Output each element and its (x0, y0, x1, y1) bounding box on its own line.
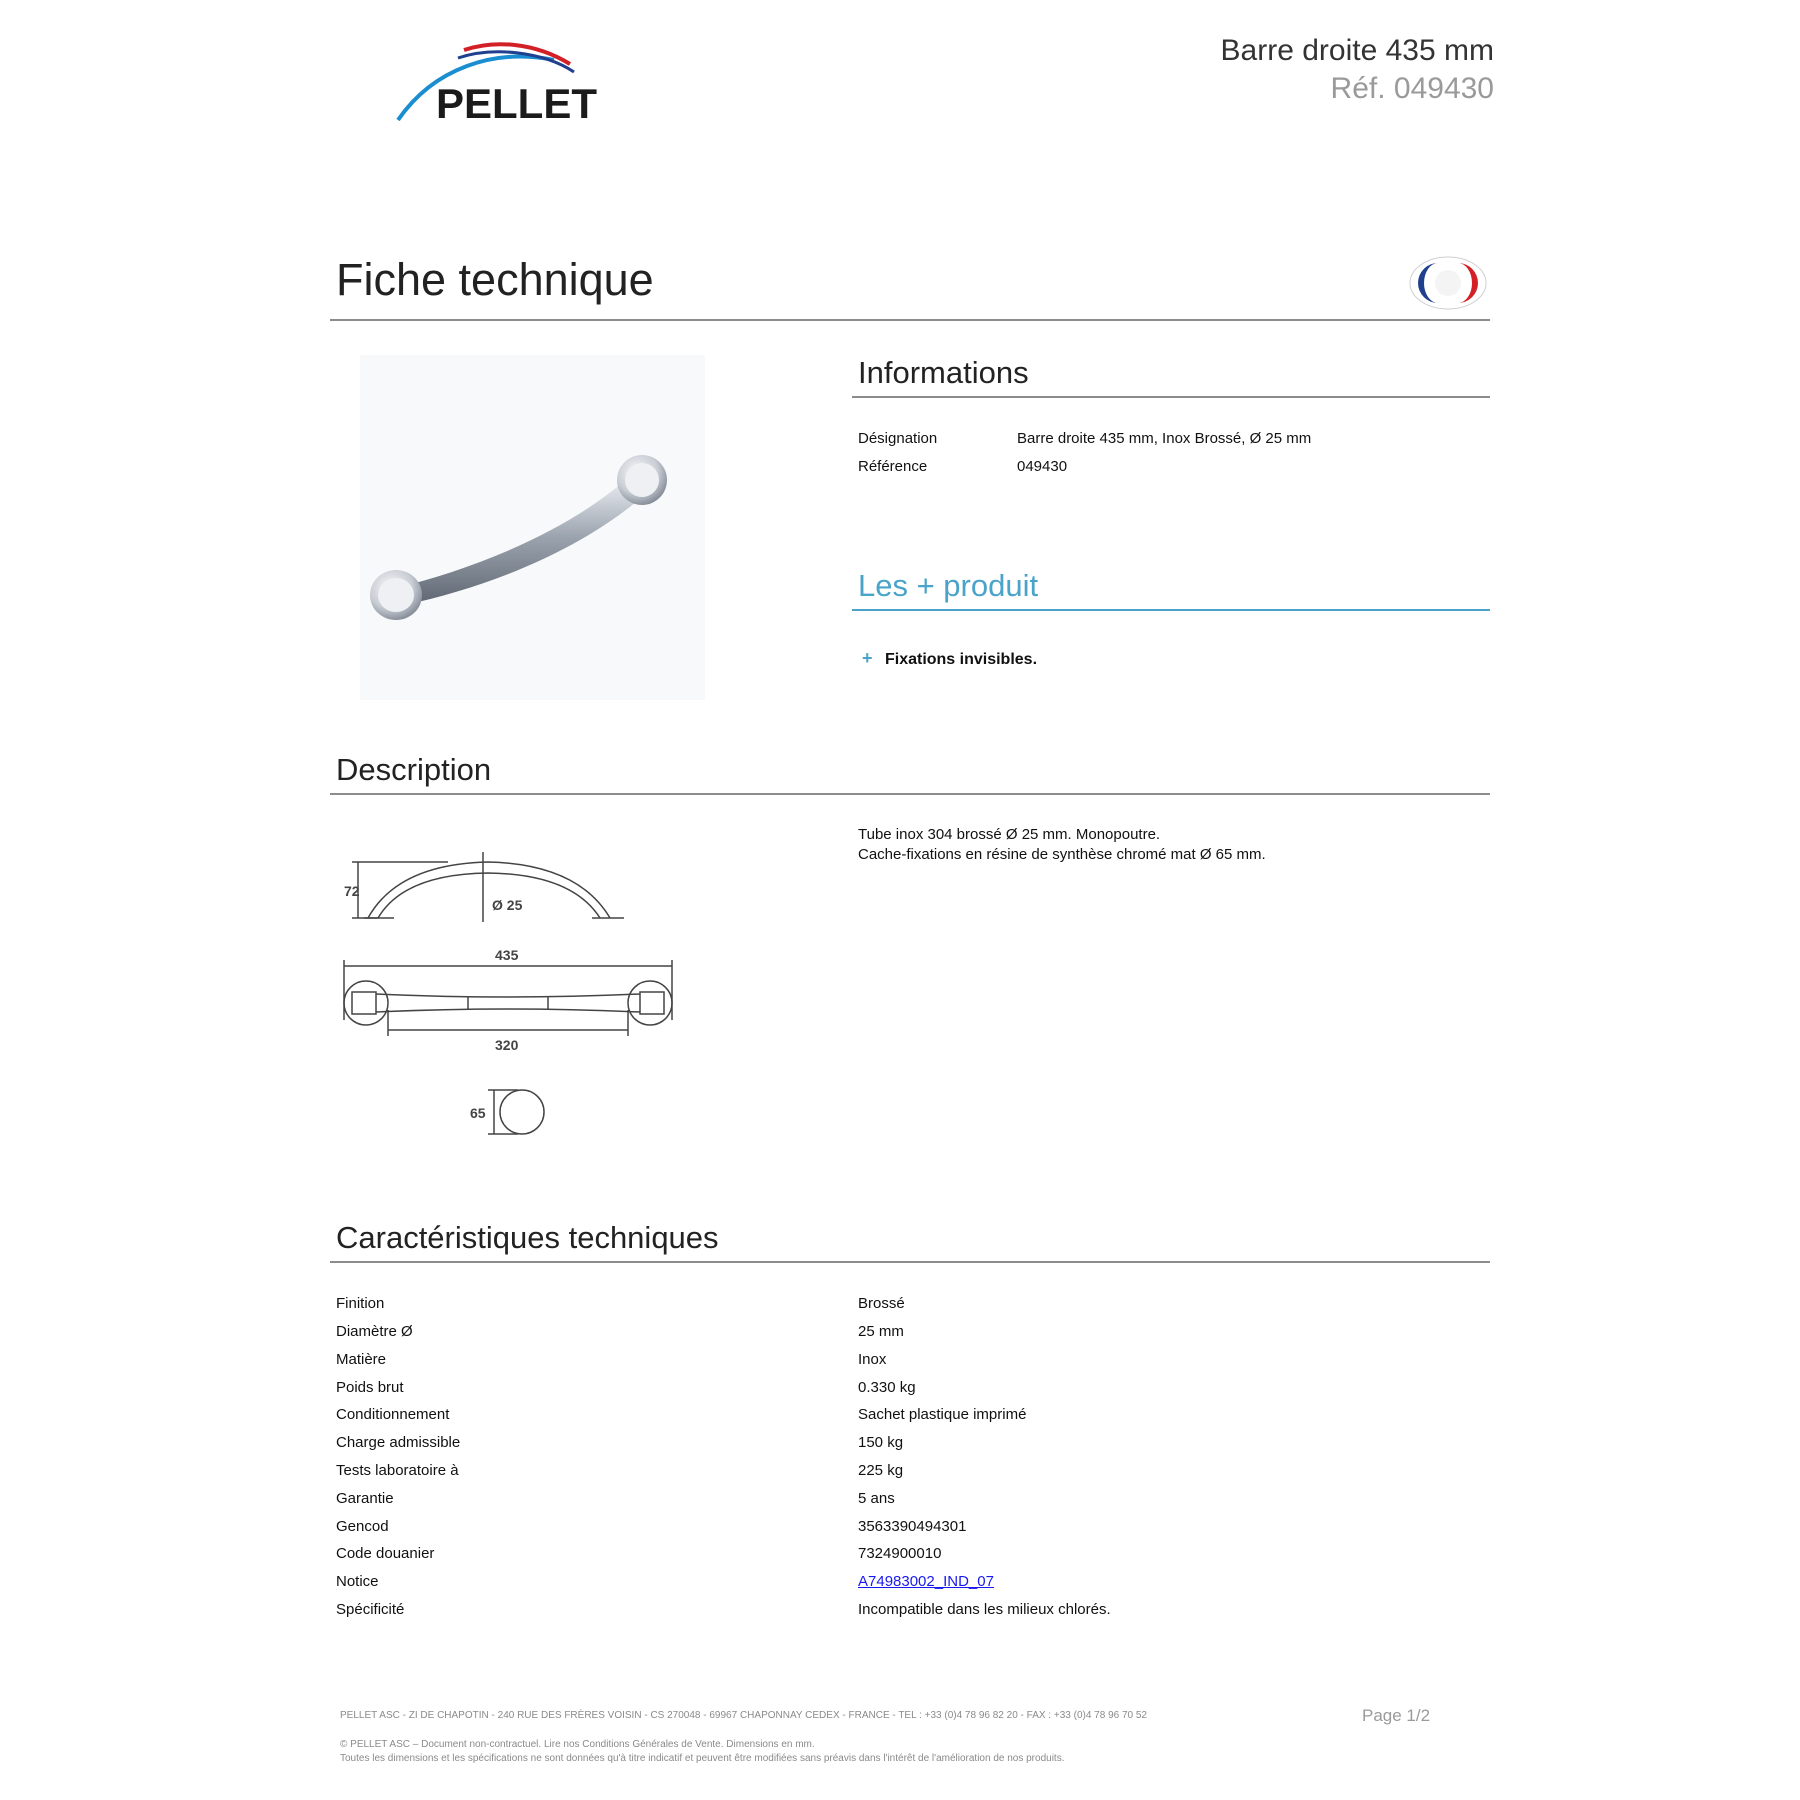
spec-value-diametre: 25 mm (858, 1323, 904, 1340)
plus-produit-item-text: Fixations invisibles. (884, 651, 1038, 668)
header-product (1221, 32, 1494, 108)
plus-produit-heading: Les + produit (858, 568, 1039, 603)
top-view-drawing (344, 960, 672, 1036)
cover-dimension-label: 65 (470, 1105, 486, 1121)
info-label-reference: Référence (858, 458, 928, 475)
informations-rule (852, 396, 1490, 398)
spec-value-gencod: 3563390494301 (858, 1518, 967, 1535)
spec-value-matiere: Inox (858, 1351, 887, 1368)
footer-page-number: Page 1/2 (1362, 1706, 1431, 1725)
description-line-2: Cache-fixations en résine de synthèse chromé mat Ø 65 mm. (858, 846, 1266, 863)
plus-icon: + (862, 648, 873, 668)
footer-disclaimer-2: Toutes les dimensions et les spécifications ne sont données qu'à titre indicatif et peuvent être modifiées sans préavis dans l'intérêt de l'amélioration de nos produits. (340, 1753, 1065, 1764)
spec-value-finition: Brossé (858, 1295, 905, 1312)
specs-heading: Caractéristiques techniques (336, 1220, 719, 1255)
side-view-drawing (352, 852, 624, 922)
technical-drawing (338, 840, 678, 1140)
product-photo (360, 355, 705, 700)
spec-value-tests-laboratoire: 225 kg (858, 1462, 904, 1479)
spec-label-matiere: Matière (336, 1351, 387, 1368)
pellet-logo (394, 38, 634, 126)
informations-heading: Informations (858, 355, 1029, 390)
logo-wordmark: PELLET (436, 80, 598, 126)
page-title: Fiche technique (336, 254, 654, 305)
spec-label-garantie: Garantie (336, 1490, 394, 1507)
spec-label-specificite: Spécificité (336, 1601, 405, 1618)
spec-value-code-douanier: 7324900010 (858, 1545, 942, 1562)
description-heading: Description (336, 752, 492, 787)
header-product-ref: Réf. 049430 (1330, 72, 1494, 105)
plus-produit-item (862, 648, 1037, 669)
spec-value-garantie: 5 ans (858, 1490, 895, 1507)
info-label-designation: Désignation (858, 430, 938, 447)
spacing-dimension-label: 320 (495, 1037, 519, 1053)
footer-address: PELLET ASC - ZI DE CHAPOTIN - 240 RUE DES FRÈRES VOISIN - CS 270048 - 69967 CHAPONNAY CEDEX - FRANCE - TEL : +33 (0)4 78 96 82 20 - FAX : +33 (0)4 78 96 70 52 (340, 1710, 1147, 1721)
spec-label-code-douanier: Code douanier (336, 1545, 435, 1562)
spec-value-charge-admissible: 150 kg (858, 1434, 904, 1451)
spec-label-conditionnement: Conditionnement (336, 1406, 450, 1423)
diameter-dimension-label: Ø 25 (492, 897, 523, 913)
page-title-rule (330, 319, 1490, 321)
spec-label-gencod: Gencod (336, 1518, 389, 1535)
spec-label-charge-admissible: Charge admissible (336, 1434, 461, 1451)
plus-produit-rule (852, 609, 1490, 611)
made-in-france-badge (1408, 255, 1488, 311)
height-dimension-label: 72 (344, 883, 360, 899)
description-rule (330, 793, 1490, 795)
info-value-reference: 049430 (1017, 458, 1068, 475)
header-product-title: Barre droite 435 mm (1220, 34, 1494, 67)
cover-view-drawing (488, 1090, 544, 1134)
spec-value-specificite: Incompatible dans les milieux chlorés. (858, 1601, 1111, 1618)
footer-disclaimer-1: © PELLET ASC – Document non-contractuel. Lire nos Conditions Générales de Vente. Dimensions en mm. (340, 1739, 815, 1750)
notice-link[interactable]: A74983002_IND_07 (858, 1573, 994, 1590)
specs-rule (330, 1261, 1490, 1263)
spec-label-diametre: Diamètre Ø (336, 1323, 413, 1340)
spec-value-poids-brut: 0.330 kg (858, 1379, 916, 1396)
info-value-designation: Barre droite 435 mm, Inox Brossé, Ø 25 mm (1017, 430, 1312, 447)
spec-value-conditionnement: Sachet plastique imprimé (858, 1406, 1027, 1423)
spec-label-tests-laboratoire: Tests laboratoire à (336, 1462, 459, 1479)
spec-label-notice: Notice (336, 1573, 379, 1590)
spec-label-finition: Finition (336, 1295, 385, 1312)
spec-label-poids-brut: Poids brut (336, 1379, 404, 1396)
description-line-1: Tube inox 304 brossé Ø 25 mm. Monopoutre. (858, 826, 1161, 843)
length-dimension-label: 435 (495, 947, 519, 963)
